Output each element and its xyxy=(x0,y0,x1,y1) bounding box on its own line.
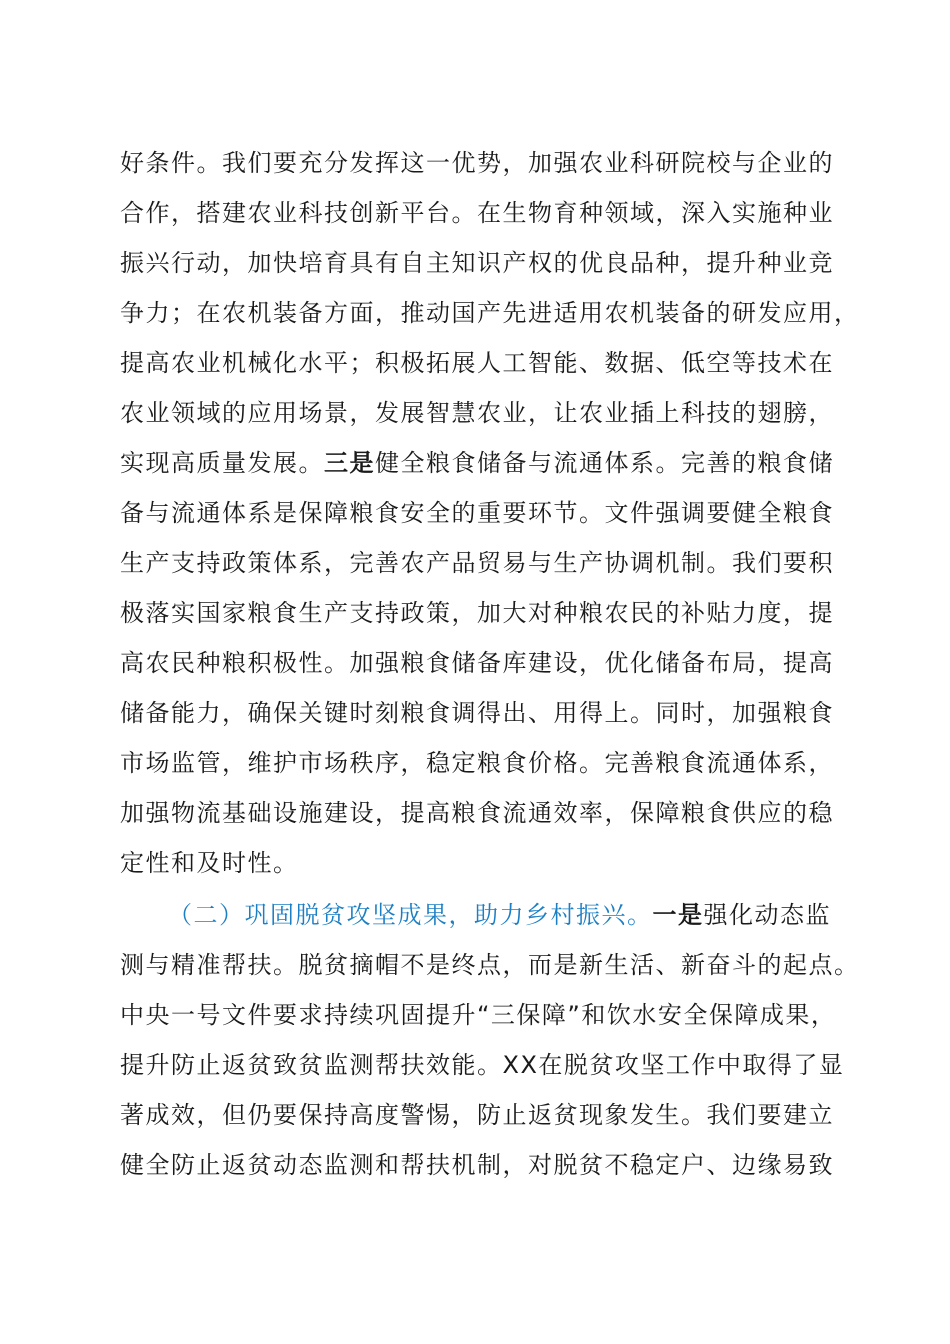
emphasis-san-shi: 三是 xyxy=(324,449,375,477)
paragraph-line: 高农民种粮积极性。加强粮食储备库建设，优化储备布局，提高 xyxy=(120,649,834,677)
paragraph-line: 提升防止返贫致贫监测帮扶效能。XX在脱贫攻坚工作中取得了显 xyxy=(120,1051,845,1079)
paragraph-line: 振兴行动，加快培育具有自主知识产权的优良品种，提升种业竞 xyxy=(120,249,834,277)
paragraph-line: 争力；在农机装备方面，推动国产先进适用农机装备的研发应用， xyxy=(120,299,860,327)
paragraph-line: 极落实国家粮食生产支持政策，加大对种粮农民的补贴力度，提 xyxy=(120,599,834,627)
section-heading: （二）巩固脱贫攻坚成果，助力乡村振兴。 xyxy=(168,901,653,929)
paragraph-line: 市场监管，维护市场秩序，稳定粮食价格。完善粮食流通体系， xyxy=(120,749,834,777)
paragraph-line: 健全防止返贫动态监测和帮扶机制，对脱贫不稳定户、边缘易致 xyxy=(120,1151,834,1179)
line-text-before: 实现高质量发展。 xyxy=(120,449,324,477)
paragraph-line: 生产支持政策体系，完善农产品贸易与生产协调机制。我们要积 xyxy=(120,549,834,577)
paragraph-line: 加强物流基础设施建设，提高粮食流通效率，保障粮食供应的稳 xyxy=(120,799,834,827)
section-heading-line xyxy=(168,890,830,940)
paragraph-line: 著成效，但仍要保持高度警惕，防止返贫现象发生。我们要建立 xyxy=(120,1101,834,1129)
paragraph-line: 备与流通体系是保障粮食安全的重要环节。文件强调要健全粮食 xyxy=(120,499,834,527)
paragraph-line: 农业领域的应用场景，发展智慧农业，让农业插上科技的翅膀， xyxy=(120,399,834,427)
paragraph-line: 好条件。我们要充分发挥这一优势，加强农业科研院校与企业的 xyxy=(120,149,834,177)
paragraph-line: 储备能力，确保关键时刻粮食调得出、用得上。同时，加强粮食 xyxy=(120,699,834,727)
paragraph-line-with-emphasis xyxy=(120,438,834,488)
paragraph-line: 中央一号文件要求持续巩固提升“三保障”和饮水安全保障成果， xyxy=(120,1001,837,1029)
line-text-after: 健全粮食储备与流通体系。完善的粮食储 xyxy=(375,449,834,477)
paragraph-line: 合作，搭建农业科技创新平台。在生物育种领域，深入实施种业 xyxy=(120,199,834,227)
emphasis-yi-shi: 一是 xyxy=(652,901,704,929)
paragraph-line: 提高农业机械化水平；积极拓展人工智能、数据、低空等技术在 xyxy=(120,349,834,377)
paragraph-line: 测与精准帮扶。脱贫摘帽不是终点，而是新生活、新奋斗的起点。 xyxy=(120,951,860,979)
paragraph-last-line: 定性和及时性。 xyxy=(120,849,299,877)
line-text-after: 强化动态监 xyxy=(703,901,831,929)
